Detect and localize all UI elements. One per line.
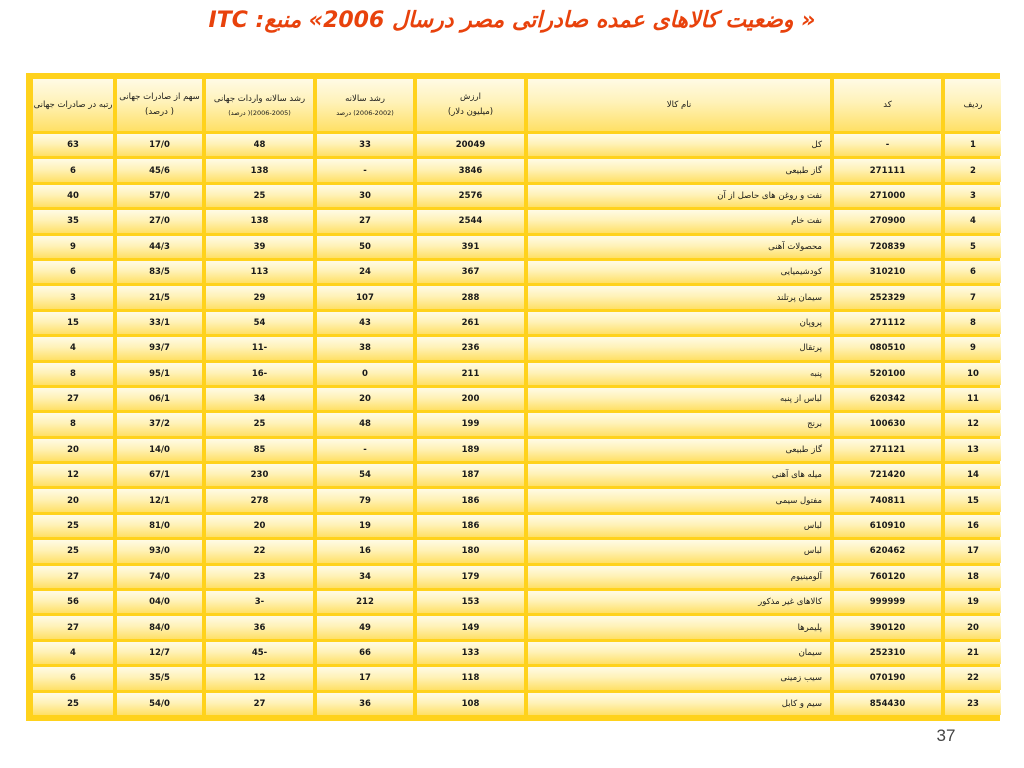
cell-world-share: 12/1 bbox=[117, 489, 202, 511]
cell-code: 721420 bbox=[834, 464, 941, 486]
cell-value: 180 bbox=[417, 540, 524, 562]
cell-name: نفت و روغن های حاصل از آن bbox=[528, 185, 830, 207]
header-annual-growth-sub: (2006-2002) درصد bbox=[336, 108, 394, 117]
cell-row-no: 6 bbox=[945, 261, 1001, 283]
cell-world-import-growth: 278 bbox=[206, 489, 313, 511]
page-number: 37 bbox=[936, 726, 956, 745]
cell-annual-growth: 50 bbox=[317, 236, 413, 258]
cell-value: 179 bbox=[417, 566, 524, 588]
cell-row-no: 10 bbox=[945, 363, 1001, 385]
table-row bbox=[33, 159, 1001, 181]
cell-value: 186 bbox=[417, 489, 524, 511]
cell-name: لباس از پنبه bbox=[528, 388, 830, 410]
cell-world-share: 37/2 bbox=[117, 413, 202, 435]
cell-world-import-growth: 25 bbox=[206, 413, 313, 435]
cell-annual-growth: 16 bbox=[317, 540, 413, 562]
cell-annual-growth: 48 bbox=[317, 413, 413, 435]
cell-world-import-growth: 11- bbox=[206, 337, 313, 359]
cell-annual-growth: 36 bbox=[317, 693, 413, 715]
cell-name: پنبه bbox=[528, 363, 830, 385]
cell-annual-growth: 20 bbox=[317, 388, 413, 410]
cell-world-rank: 4 bbox=[33, 337, 113, 359]
cell-code: 610910 bbox=[834, 515, 941, 537]
cell-world-share: 35/5 bbox=[117, 667, 202, 689]
cell-value: 108 bbox=[417, 693, 524, 715]
cell-code: 999999 bbox=[834, 591, 941, 613]
cell-world-rank: 56 bbox=[33, 591, 113, 613]
cell-world-rank: 40 bbox=[33, 185, 113, 207]
slide-title: « وضعیت کالاهای عمده صادراتی مصر درسال 2006» منبع: ITC bbox=[208, 8, 816, 33]
cell-world-import-growth: 39 bbox=[206, 236, 313, 258]
cell-code: 070190 bbox=[834, 667, 941, 689]
cell-world-rank: 25 bbox=[33, 693, 113, 715]
cell-row-no: 5 bbox=[945, 236, 1001, 258]
cell-world-rank: 27 bbox=[33, 388, 113, 410]
header-world-share: سهم از صادرات جهانی ( درصد) bbox=[117, 79, 202, 131]
cell-name: کالاهای غیر مذکور bbox=[528, 591, 830, 613]
cell-annual-growth: 43 bbox=[317, 312, 413, 334]
cell-world-rank: 20 bbox=[33, 489, 113, 511]
cell-row-no: 17 bbox=[945, 540, 1001, 562]
cell-world-import-growth: 3- bbox=[206, 591, 313, 613]
cell-world-import-growth: 85 bbox=[206, 439, 313, 461]
header-row-no: ردیف bbox=[945, 79, 1001, 131]
cell-world-import-growth: 16- bbox=[206, 363, 313, 385]
table-row bbox=[33, 363, 1001, 385]
table-row bbox=[33, 185, 1001, 207]
cell-name: سیمان پرتلند bbox=[528, 286, 830, 308]
cell-value: 367 bbox=[417, 261, 524, 283]
cell-value: 261 bbox=[417, 312, 524, 334]
cell-world-rank: 27 bbox=[33, 616, 113, 638]
cell-world-import-growth: 23 bbox=[206, 566, 313, 588]
table-row bbox=[33, 210, 1001, 232]
header-world-rank: رتبه در صادرات جهانی bbox=[33, 79, 113, 131]
table-row bbox=[33, 464, 1001, 486]
cell-code: 520100 bbox=[834, 363, 941, 385]
table-row bbox=[33, 693, 1001, 715]
cell-annual-growth: 30 bbox=[317, 185, 413, 207]
table-row bbox=[33, 616, 1001, 638]
cell-world-rank: 9 bbox=[33, 236, 113, 258]
cell-world-import-growth: 113 bbox=[206, 261, 313, 283]
export-table bbox=[29, 76, 1005, 718]
cell-code: 310210 bbox=[834, 261, 941, 283]
cell-name: کل bbox=[528, 134, 830, 156]
header-world-import-growth-sub: (2006-2005)( درصد) bbox=[228, 108, 291, 117]
cell-code: 620462 bbox=[834, 540, 941, 562]
table-row bbox=[33, 540, 1001, 562]
cell-annual-growth: 33 bbox=[317, 134, 413, 156]
cell-world-share: 17/0 bbox=[117, 134, 202, 156]
cell-world-import-growth: 29 bbox=[206, 286, 313, 308]
cell-row-no: 20 bbox=[945, 616, 1001, 638]
cell-code: 760120 bbox=[834, 566, 941, 588]
table-row bbox=[33, 261, 1001, 283]
table-row bbox=[33, 134, 1001, 156]
cell-world-import-growth: 230 bbox=[206, 464, 313, 486]
cell-world-share: 95/1 bbox=[117, 363, 202, 385]
cell-value: 133 bbox=[417, 642, 524, 664]
cell-value: 288 bbox=[417, 286, 524, 308]
header-annual-growth bbox=[317, 79, 413, 131]
cell-value: 118 bbox=[417, 667, 524, 689]
cell-world-rank: 35 bbox=[33, 210, 113, 232]
cell-world-import-growth: 34 bbox=[206, 388, 313, 410]
table-row bbox=[33, 566, 1001, 588]
cell-code: 252310 bbox=[834, 642, 941, 664]
cell-world-import-growth: 138 bbox=[206, 159, 313, 181]
cell-code: 620342 bbox=[834, 388, 941, 410]
export-table-container bbox=[26, 73, 1000, 721]
cell-name: سیم و کابل bbox=[528, 693, 830, 715]
cell-name: آلومینیوم bbox=[528, 566, 830, 588]
header-annual-growth-label: رشد سالانه bbox=[345, 93, 385, 104]
cell-row-no: 15 bbox=[945, 489, 1001, 511]
header-value-label: ارزش bbox=[460, 92, 481, 102]
cell-annual-growth: 107 bbox=[317, 286, 413, 308]
cell-value: 186 bbox=[417, 515, 524, 537]
cell-row-no: 12 bbox=[945, 413, 1001, 435]
cell-world-rank: 8 bbox=[33, 413, 113, 435]
cell-value: 391 bbox=[417, 236, 524, 258]
cell-name: مفتول سیمی bbox=[528, 489, 830, 511]
cell-world-share: 45/6 bbox=[117, 159, 202, 181]
cell-name: گاز طبیعی bbox=[528, 439, 830, 461]
cell-annual-growth: 54 bbox=[317, 464, 413, 486]
cell-row-no: 9 bbox=[945, 337, 1001, 359]
cell-row-no: 3 bbox=[945, 185, 1001, 207]
cell-row-no: 14 bbox=[945, 464, 1001, 486]
cell-world-share: 84/0 bbox=[117, 616, 202, 638]
cell-world-share: 06/1 bbox=[117, 388, 202, 410]
cell-world-import-growth: 12 bbox=[206, 667, 313, 689]
cell-code: 390120 bbox=[834, 616, 941, 638]
cell-annual-growth: 34 bbox=[317, 566, 413, 588]
cell-annual-growth: 66 bbox=[317, 642, 413, 664]
cell-row-no: 13 bbox=[945, 439, 1001, 461]
cell-world-rank: 12 bbox=[33, 464, 113, 486]
cell-world-rank: 20 bbox=[33, 439, 113, 461]
table-row bbox=[33, 439, 1001, 461]
cell-row-no: 23 bbox=[945, 693, 1001, 715]
cell-code: 100630 bbox=[834, 413, 941, 435]
cell-world-share: 83/5 bbox=[117, 261, 202, 283]
cell-world-import-growth: 54 bbox=[206, 312, 313, 334]
cell-row-no: 8 bbox=[945, 312, 1001, 334]
cell-row-no: 19 bbox=[945, 591, 1001, 613]
cell-code: 720839 bbox=[834, 236, 941, 258]
cell-world-rank: 6 bbox=[33, 667, 113, 689]
table-header-row bbox=[33, 79, 1001, 131]
cell-row-no: 1 bbox=[945, 134, 1001, 156]
cell-world-rank: 4 bbox=[33, 642, 113, 664]
cell-world-rank: 25 bbox=[33, 515, 113, 537]
cell-value: 149 bbox=[417, 616, 524, 638]
cell-world-share: 74/0 bbox=[117, 566, 202, 588]
cell-world-share: 27/0 bbox=[117, 210, 202, 232]
cell-name: کودشیمیایی bbox=[528, 261, 830, 283]
cell-name: لباس bbox=[528, 540, 830, 562]
cell-annual-growth: 19 bbox=[317, 515, 413, 537]
cell-row-no: 22 bbox=[945, 667, 1001, 689]
cell-name: برنج bbox=[528, 413, 830, 435]
cell-annual-growth: 17 bbox=[317, 667, 413, 689]
cell-world-rank: 8 bbox=[33, 363, 113, 385]
cell-name: سیمان bbox=[528, 642, 830, 664]
cell-world-share: 93/0 bbox=[117, 540, 202, 562]
cell-row-no: 18 bbox=[945, 566, 1001, 588]
cell-annual-growth: 49 bbox=[317, 616, 413, 638]
cell-name: نفت خام bbox=[528, 210, 830, 232]
cell-world-share: 93/7 bbox=[117, 337, 202, 359]
cell-world-share: 67/1 bbox=[117, 464, 202, 486]
cell-code: 854430 bbox=[834, 693, 941, 715]
cell-world-rank: 6 bbox=[33, 159, 113, 181]
cell-world-rank: 6 bbox=[33, 261, 113, 283]
cell-world-import-growth: 22 bbox=[206, 540, 313, 562]
header-code: کد bbox=[834, 79, 941, 131]
cell-world-share: 54/0 bbox=[117, 693, 202, 715]
cell-name: سیب زمینی bbox=[528, 667, 830, 689]
cell-world-import-growth: 27 bbox=[206, 693, 313, 715]
cell-row-no: 4 bbox=[945, 210, 1001, 232]
cell-value: 199 bbox=[417, 413, 524, 435]
table-row bbox=[33, 236, 1001, 258]
table-row bbox=[33, 312, 1001, 334]
cell-world-import-growth: 138 bbox=[206, 210, 313, 232]
cell-world-import-growth: 25 bbox=[206, 185, 313, 207]
cell-name: لباس bbox=[528, 515, 830, 537]
table-row bbox=[33, 413, 1001, 435]
cell-world-import-growth: 48 bbox=[206, 134, 313, 156]
cell-world-share: 33/1 bbox=[117, 312, 202, 334]
cell-world-rank: 3 bbox=[33, 286, 113, 308]
cell-annual-growth: 24 bbox=[317, 261, 413, 283]
cell-annual-growth: 38 bbox=[317, 337, 413, 359]
cell-annual-growth: - bbox=[317, 439, 413, 461]
cell-annual-growth: 212 bbox=[317, 591, 413, 613]
cell-name: میله های آهنی bbox=[528, 464, 830, 486]
table-row bbox=[33, 642, 1001, 664]
header-world-import-growth bbox=[206, 79, 313, 131]
cell-world-rank: 27 bbox=[33, 566, 113, 588]
cell-code: 271111 bbox=[834, 159, 941, 181]
cell-world-share: 44/3 bbox=[117, 236, 202, 258]
cell-row-no: 21 bbox=[945, 642, 1001, 664]
table-row bbox=[33, 388, 1001, 410]
cell-value: 3846 bbox=[417, 159, 524, 181]
table-row bbox=[33, 667, 1001, 689]
cell-world-share: 14/0 bbox=[117, 439, 202, 461]
header-name: نام کالا bbox=[528, 79, 830, 131]
cell-world-share: 04/0 bbox=[117, 591, 202, 613]
cell-world-import-growth: 20 bbox=[206, 515, 313, 537]
cell-world-share: 21/5 bbox=[117, 286, 202, 308]
cell-name: پرتقال bbox=[528, 337, 830, 359]
cell-name: گاز طبیعی bbox=[528, 159, 830, 181]
cell-code: - bbox=[834, 134, 941, 156]
table-row bbox=[33, 515, 1001, 537]
cell-annual-growth: - bbox=[317, 159, 413, 181]
cell-name: محصولات آهنی bbox=[528, 236, 830, 258]
cell-code: 252329 bbox=[834, 286, 941, 308]
cell-name: پروپان bbox=[528, 312, 830, 334]
cell-code: 270900 bbox=[834, 210, 941, 232]
header-value bbox=[417, 79, 524, 131]
cell-name: پلیمرها bbox=[528, 616, 830, 638]
cell-code: 271121 bbox=[834, 439, 941, 461]
cell-code: 740811 bbox=[834, 489, 941, 511]
cell-code: 080510 bbox=[834, 337, 941, 359]
cell-row-no: 7 bbox=[945, 286, 1001, 308]
cell-code: 271112 bbox=[834, 312, 941, 334]
cell-code: 271000 bbox=[834, 185, 941, 207]
header-world-import-growth-label: رشد سالانه واردات جهانی bbox=[213, 93, 306, 104]
cell-annual-growth: 79 bbox=[317, 489, 413, 511]
cell-value: 189 bbox=[417, 439, 524, 461]
cell-value: 2544 bbox=[417, 210, 524, 232]
cell-world-rank: 25 bbox=[33, 540, 113, 562]
cell-world-share: 81/0 bbox=[117, 515, 202, 537]
cell-world-share: 12/7 bbox=[117, 642, 202, 664]
cell-world-rank: 15 bbox=[33, 312, 113, 334]
cell-world-import-growth: 45- bbox=[206, 642, 313, 664]
table-row bbox=[33, 337, 1001, 359]
table-row bbox=[33, 286, 1001, 308]
cell-row-no: 16 bbox=[945, 515, 1001, 537]
cell-value: 200 bbox=[417, 388, 524, 410]
table-row bbox=[33, 591, 1001, 613]
cell-world-import-growth: 36 bbox=[206, 616, 313, 638]
cell-value: 236 bbox=[417, 337, 524, 359]
cell-annual-growth: 27 bbox=[317, 210, 413, 232]
table-body bbox=[33, 134, 1001, 715]
header-value-unit: (میلیون دلار) bbox=[447, 107, 494, 117]
cell-value: 2576 bbox=[417, 185, 524, 207]
cell-value: 20049 bbox=[417, 134, 524, 156]
cell-value: 187 bbox=[417, 464, 524, 486]
table-row bbox=[33, 489, 1001, 511]
cell-annual-growth: 0 bbox=[317, 363, 413, 385]
cell-value: 211 bbox=[417, 363, 524, 385]
cell-world-rank: 63 bbox=[33, 134, 113, 156]
cell-row-no: 2 bbox=[945, 159, 1001, 181]
cell-row-no: 11 bbox=[945, 388, 1001, 410]
cell-world-share: 57/0 bbox=[117, 185, 202, 207]
cell-value: 153 bbox=[417, 591, 524, 613]
